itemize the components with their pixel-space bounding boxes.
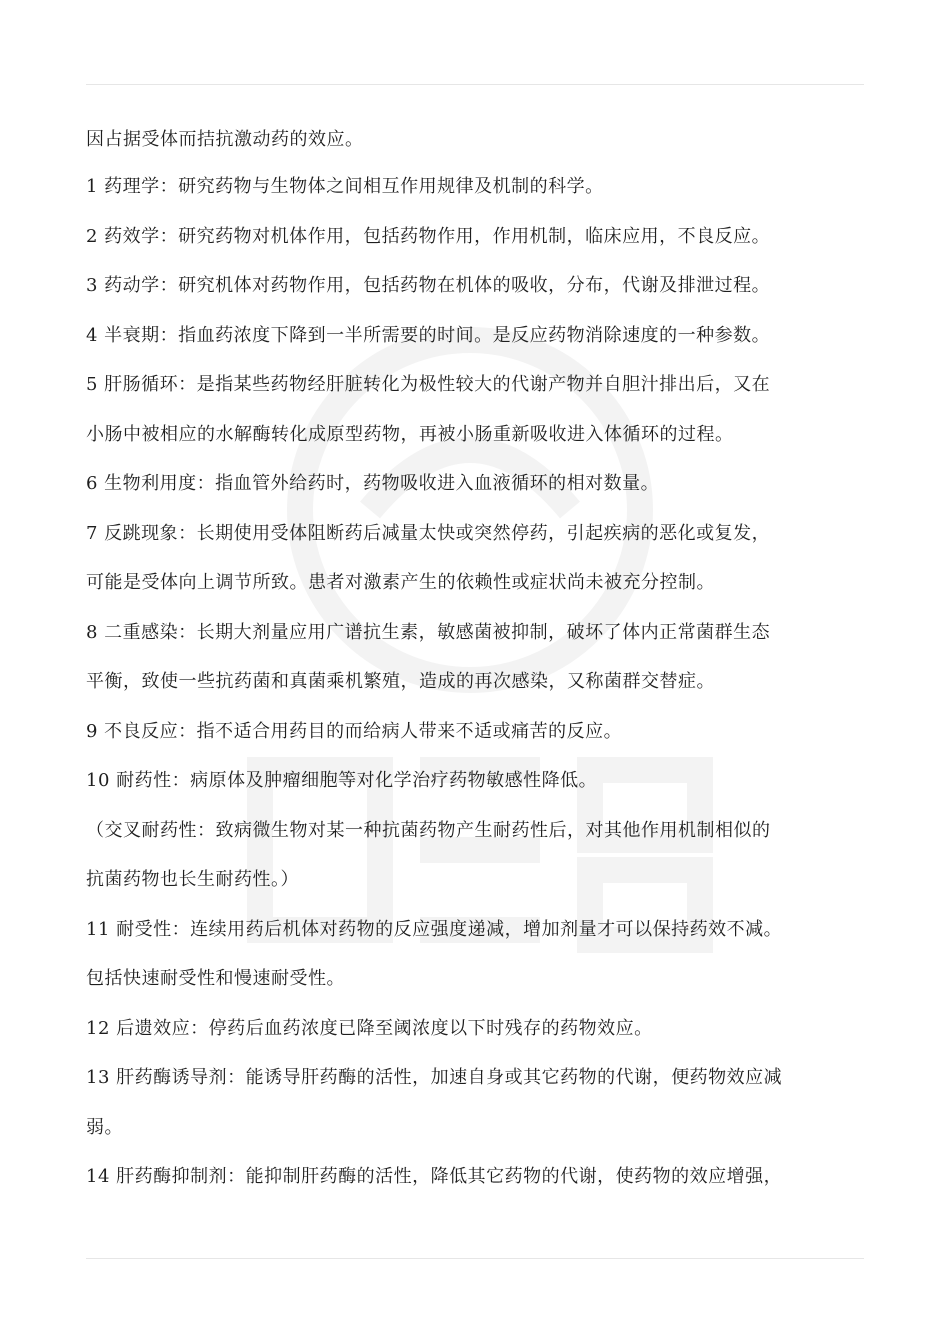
text-line: 5 肝肠循环：是指某些药物经肝脏转化为极性较大的代谢产物并自胆汁排出后，又在 [86,374,771,395]
text-line: 11 耐受性：连续用药后机体对药物的反应强度递减，增加剂量才可以保持药效不减。 [86,918,783,940]
text-line: 4 半衰期：指血药浓度下降到一半所需要的时间。是反应药物消除速度的一种参数。 [86,324,771,346]
text-line: 14 肝药酶抑制剂：能抑制肝药酶的活性，降低其它药物的代谢，使药物的效应增强， [86,1166,783,1187]
text-line: 10 耐药性：病原体及肿瘤细胞等对化学治疗药物敏感性降低。 [86,770,598,791]
text-line: 小肠中被相应的水解酶转化成原型药物，再被小肠重新吸收进入体循环的过程。 [86,423,734,445]
text-line: 2 药效学：研究药物对机体作用，包括药物作用，作用机制，临床应用，不良反应。 [86,225,771,247]
text-line: 1 药理学：研究药物与生物体之间相互作用规律及机制的科学。 [86,176,604,197]
text-line: 12 后遗效应：停药后血药浓度已降至阈浓度以下时残存的药物效应。 [86,1017,653,1039]
text-line: 6 生物利用度：指血管外给药时，药物吸收进入血液循环的相对数量。 [86,473,660,494]
text-line: 抗菌药物也长生耐药性。） [86,869,299,890]
text-line: 弱。 [86,1116,123,1138]
text-line: 13 肝药酶诱导剂：能诱导肝药酶的活性，加速自身或其它药物的代谢，便药物效应减 [86,1067,783,1088]
text-line: 包括快速耐受性和慢速耐受性。 [86,968,345,989]
footer-rule [86,1258,864,1259]
text-line: 8 二重感染：长期大剂量应用广谱抗生素，敏感菌被抑制，破坏了体内正常菌群生态 [86,621,771,643]
text-line: 平衡，致使一些抗药菌和真菌乘机繁殖，造成的再次感染，又称菌群交替症。 [86,671,715,692]
text-line: 3 药动学：研究机体对药物作用，包括药物在机体的吸收，分布，代谢及排泄过程。 [86,275,771,296]
text-line: 7 反跳现象：长期使用受体阻断药后减量太快或突然停药，引起疾病的恶化或复发， [86,522,771,544]
header-rule [86,84,864,85]
text-line: 9 不良反应：指不适合用药目的而给病人带来不适或痛苦的反应。 [86,720,623,742]
text-line: 因占据受体而拮抗激动药的效应。 [86,129,364,150]
text-line: （交叉耐药性：致病微生物对某一种抗菌药物产生耐药性后，对其他作用机制相似的 [86,819,771,841]
text-line: 可能是受体向上调节所致。患者对激素产生的依赖性或症状尚未被充分控制。 [86,572,715,593]
document-body [86,118,866,1202]
